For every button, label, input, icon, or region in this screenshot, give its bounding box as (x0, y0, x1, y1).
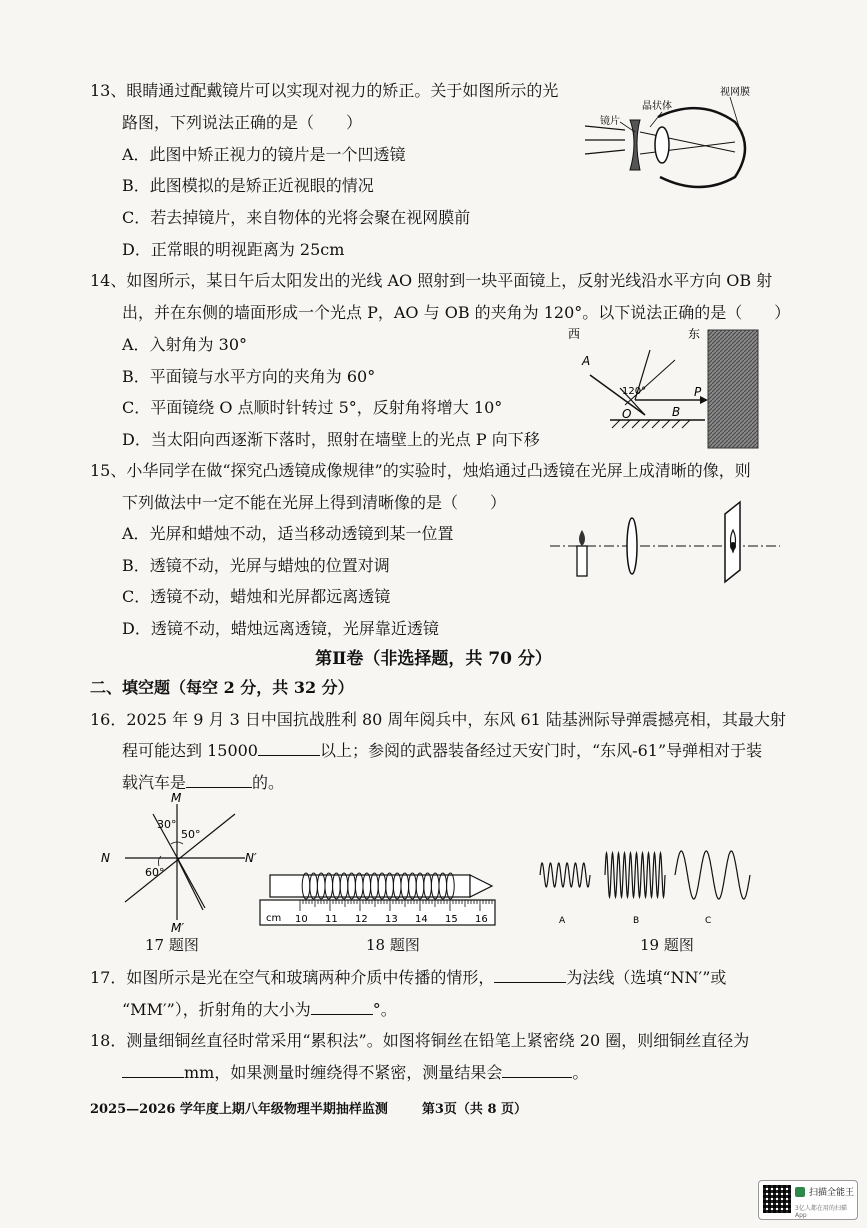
q14-option-a: A．入射角为 30° (122, 335, 248, 354)
fig17-label-n-prime: N′ (245, 851, 257, 865)
ruler-tick-label: 13 (385, 914, 398, 925)
fig17-label-m-prime: M′ (171, 921, 185, 935)
eye-lens-label: 镜片 (600, 116, 620, 127)
q14-stem-line2: 出，并在东侧的墙面形成一个光点 P，AO 与 OB 的夹角为 120°。以下说法正确的是（ ） (122, 303, 791, 322)
scanner-watermark (758, 1180, 858, 1220)
wave-label-c: C (705, 916, 712, 926)
q13-stem-line1: 13、眼睛通过配戴镜片可以实现对视力的矫正。关于如图所示的光 (90, 81, 559, 100)
q13-stem-line2: 路图，下列说法正确的是（ ） (122, 113, 363, 132)
q13-option-b: B．此图模拟的是矫正近视眼的情况 (122, 176, 374, 195)
ruler-unit-cm: cm (266, 913, 282, 924)
q15-option-b: B．透镜不动，光屏与蜡烛的位置对调 (122, 556, 390, 575)
mirror-point-p: P (694, 385, 702, 399)
q15-option-c: C．透镜不动，蜡烛和光屏都远离透镜 (122, 587, 391, 606)
q17-line2-end: °。 (372, 1000, 397, 1019)
q16-line3-end: 的。 (252, 773, 285, 792)
ruler-tick-label: 15 (445, 914, 458, 925)
q16-line1: 16．2025 年 9 月 3 日中国抗战胜利 80 周年阅兵中，东风 61 陆基洲际导弹震撼亮相，其最大射 (90, 710, 786, 729)
q18-blank-result[interactable] (502, 1061, 572, 1078)
q17-line2 (122, 998, 397, 1021)
q16-blank-reference[interactable] (186, 771, 252, 788)
q18-line2-middle: mm，如果测量时缠绕得不紧密，测量结果会 (184, 1063, 503, 1082)
mirror-east-label: 东 (688, 327, 701, 341)
ruler-tick-label: 10 (295, 914, 308, 925)
ruler-tick-label: 12 (355, 914, 368, 925)
wave-label-b: B (633, 916, 640, 926)
waveform-c (675, 851, 750, 899)
mirror-point-b: B (672, 405, 681, 419)
ruler-tick-label: 16 (475, 914, 488, 925)
qr-code-icon (763, 1185, 791, 1213)
q16-line2-end: 以上；参阅的武器装备经过天安门时，“东风-61”导弹相对于装 (320, 741, 763, 760)
q16-line2 (122, 739, 762, 762)
mirror-angle-label: 120° (622, 386, 647, 397)
q13-option-a: A．此图中矫正视力的镜片是一个凹透镜 (122, 145, 406, 164)
q14-option-d: D．当太阳向西逐渐下落时，照射在墙壁上的光点 P 向下移 (122, 430, 540, 449)
scanner-name: 扫描全能王 (809, 1188, 855, 1198)
q18-blank-diameter[interactable] (122, 1061, 184, 1078)
q17-line1-start: 17．如图所示是光在空气和玻璃两种介质中传播的情形， (90, 968, 495, 987)
q17-line1-end: 为法线（选填“NN′”或 (566, 968, 727, 987)
footer-page-number: 第3页（共 8 页） (421, 1102, 528, 1117)
mirror-point-o: O (622, 407, 632, 421)
fig17-caption: 17 题图 (145, 936, 199, 954)
q13-option-c: C．若去掉镜片，来自物体的光将会聚在视网膜前 (122, 208, 471, 227)
q17-blank-normal[interactable] (494, 966, 566, 983)
section2-heading: 二、填空题（每空 2 分，共 32 分） (90, 678, 354, 697)
fig17-label-n: N (101, 851, 110, 865)
scanner-logo-icon (795, 1187, 805, 1197)
q18-line1: 18．测量细铜丝直径时常采用“累积法”。如图将铜丝在铅笔上紧密绕 20 圈，则细铜丝直径为 (90, 1031, 750, 1050)
eye-retina-label: 视网膜 (720, 87, 750, 98)
fig17-angle-30: 30° (157, 818, 177, 831)
fig17-angle-50: 50° (181, 828, 201, 841)
wire-ruler-diagram (260, 855, 500, 935)
q16-line3-start: 载汽车是 (122, 773, 187, 792)
eye-diagram (580, 82, 780, 192)
mirror-point-a: A (582, 354, 591, 368)
q15-option-a: A．光屏和蜡烛不动，适当移动透镜到某一位置 (122, 524, 454, 543)
q13-option-d: D．正常眼的明视距离为 25cm (122, 240, 345, 259)
q15-stem-line2: 下列做法中一定不能在光屏上得到清晰像的是（ ） (122, 493, 507, 512)
wave-label-a: A (559, 916, 566, 926)
footer-exam-title: 2025—2026 学年度上期八年级物理半期抽样监测 (90, 1102, 388, 1117)
waveform-a (540, 863, 590, 887)
part2-title: 第Ⅱ卷（非选择题，共 70 分） (315, 649, 552, 669)
q14-stem-line1: 14、如图所示，某日午后太阳发出的光线 AO 照射到一块平面镜上，反射光线沿水平方向 OB 射 (90, 271, 773, 290)
q15-stem-line1: 15、小华同学在做“探究凸透镜成像规律”的实验时，烛焰通过凸透镜在光屏上成清晰的像，则 (90, 461, 751, 480)
q16-line3 (122, 771, 284, 794)
q17-blank-angle[interactable] (311, 998, 373, 1015)
q18-line2-end: 。 (572, 1063, 589, 1082)
ruler-tick-label: 11 (325, 914, 338, 925)
fig17-label-m: M (171, 791, 182, 805)
refraction-diagram (95, 791, 265, 935)
q17-line2-start: “MM′”），折射角的大小为 (122, 1000, 311, 1019)
q14-option-b: B．平面镜与水平方向的夹角为 60° (122, 367, 376, 386)
q17-line1 (90, 966, 726, 989)
fig18-caption: 18 题图 (366, 936, 420, 954)
page-footer (90, 1098, 527, 1117)
waveforms-diagram (535, 845, 785, 925)
q15-option-d: D．透镜不动，蜡烛远离透镜，光屏靠近透镜 (122, 619, 439, 638)
scanner-tagline: 3亿人都在用的扫描App (795, 1205, 847, 1219)
q14-option-c: C．平面镜绕 O 点顺时针转过 5°，反射角将增大 10° (122, 398, 503, 417)
q18-line2 (122, 1061, 588, 1084)
waveform-b (605, 853, 665, 897)
lens-setup-diagram (550, 500, 780, 590)
fig19-caption: 19 题图 (640, 936, 694, 954)
mirror-west-label: 西 (568, 327, 581, 341)
q16-line2-start: 程可能达到 15000 (122, 741, 258, 760)
q16-blank-unit[interactable] (258, 739, 320, 756)
ruler-tick-label: 14 (415, 914, 428, 925)
mirror-diagram (560, 320, 770, 450)
fig17-angle-60: 60° (145, 866, 165, 879)
eye-crystalline-label: 晶状体 (642, 101, 672, 112)
